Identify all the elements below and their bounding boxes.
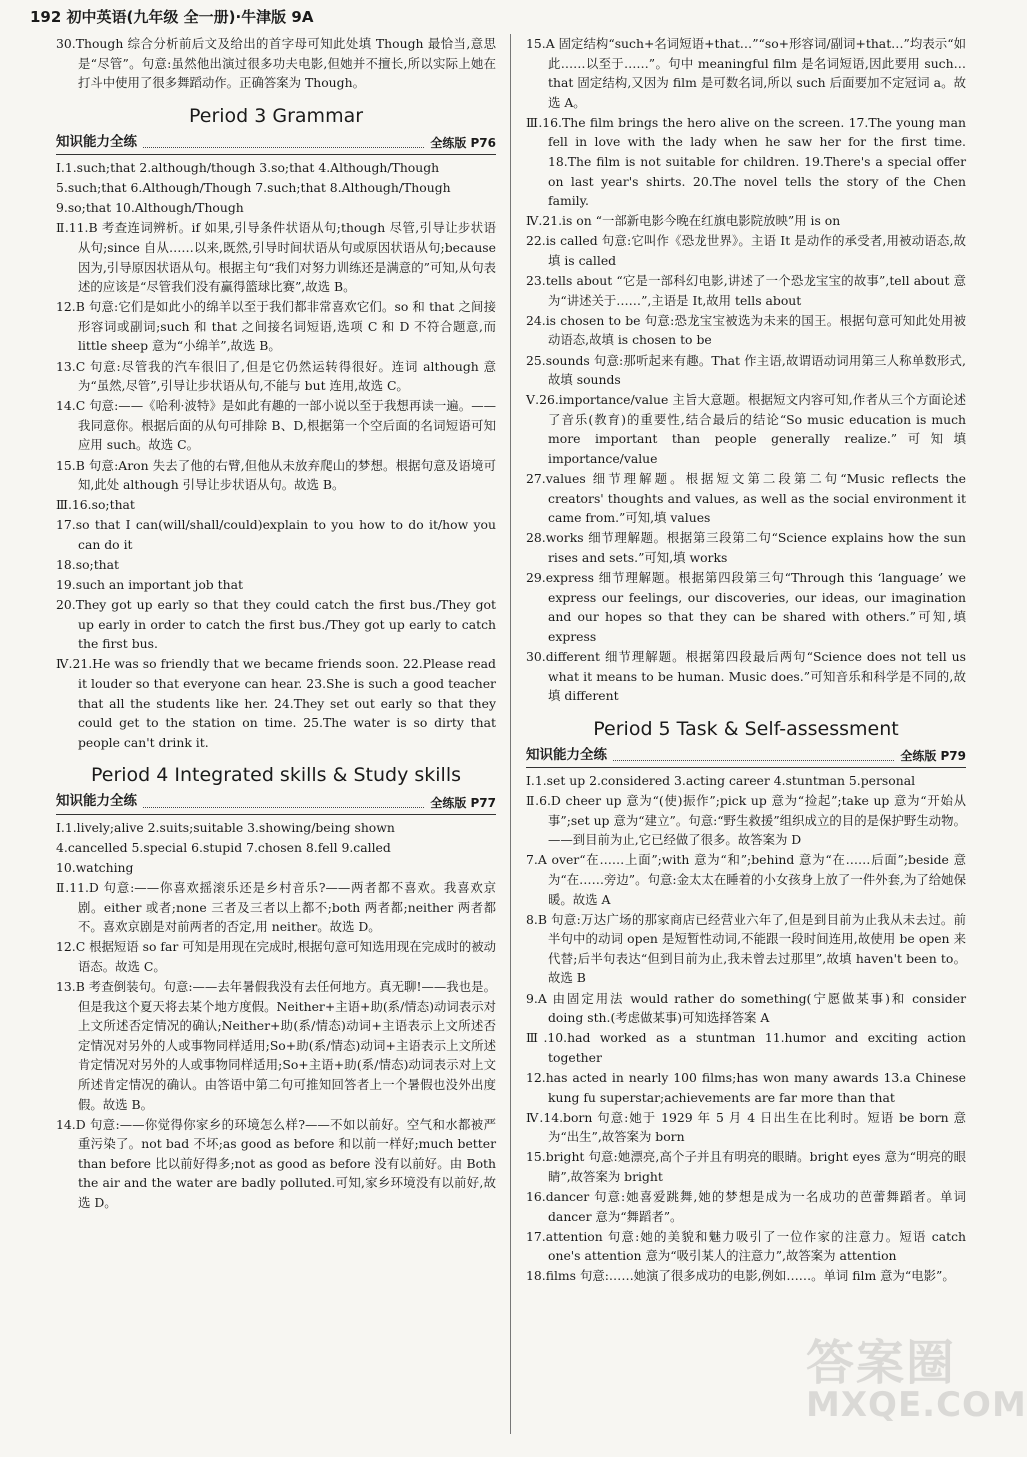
answer-paragraph: Ⅱ.11.B 考查连词辨析。if 如果,引导条件状语从句;though 尽管,引导让步状语从句;since 自从……以来,既然,引导时间状语从句或原因状语从句;because 因为,引导原因状语从句。根据主句“我们对努力训练还是满意的”可知,从句表述的应该是“尽管我们没有赢得篮球比赛”,故选 B。 xyxy=(56,220,496,295)
dotted-leader xyxy=(613,760,894,761)
answer-paragraph: 15.B 句意:Aron 失去了他的右臂,但他从未放弃爬山的梦想。根据句意及语境可知,此处 although 引导让步状语从句。故选 B。 xyxy=(56,457,496,493)
section-title: 知识能力全练 xyxy=(56,133,137,150)
answer-paragraph: 13.C 句意:尽管我的汽车很旧了,但是它仍然运转得很好。连词 although 意为“虽然,尽管”,引导让步状语从句,不能与 but 连用,故选 C。 xyxy=(56,358,496,394)
answer-paragraph: 12.B 句意:它们是如此小的绵羊以至于我们都非常喜欢它们。so 和 that 之间接形容词或副词;such 和 that 之间接名词短语,选项 C 和 D 不符合题意,而 little sheep 意为“小绵羊”,故选 B。 xyxy=(56,299,496,354)
period-heading: Period 3 Grammar xyxy=(188,104,364,127)
answer-paragraph: 13.B 考查倒装句。句意:——去年暑假我没有去任何地方。真无聊!——我也是。但是我这个夏天将去某个地方度假。Neither+主语+助(系/情态)动词表示对上文所述否定情况的确认;Neither+助(系/情态)动词+主语表示上文所述否定情况对另外的人或事物同样适用;So+助(系/情态)动词+主语表示上文所述肯定情况对另外的人或事物同样适用;So+主语+助(系/情态)动词表示对上文所述肯定情况的确认。由答语中第二句可推知回答者上一个暑假也没外出度假。故选 B。 xyxy=(56,979,496,1112)
answer-paragraph: 15.A 固定结构“such+名词短语+that…”“so+形容词/副词+that…”均表示“如此……以至于……”。句中 meaningful film 是名词短语,因此要用 such…that 固定结构,又因为 film 是可数名词,所以 such 后面要加不定冠词 a。故选 A。 xyxy=(526,36,966,110)
answer-paragraph: 25.sounds 句意:那听起来有趣。That 作主语,故谓语动词用第三人称单数形式,故填 sounds xyxy=(526,352,966,388)
answer-paragraph: 12.C 根据短语 so far 可知是用现在完成时,根据句意可知选用现在完成时的被动语态。故选 C。 xyxy=(56,939,496,974)
section-page-ref: 全练版 P76 xyxy=(430,136,496,151)
answer-paragraph: 9.so;that 10.Although/Though xyxy=(56,200,244,216)
answer-paragraph: 14.D 句意:——你觉得你家乡的环境怎么样?——不如以前好。空气和水都被严重污染了。not bad 不坏;as good as before 和以前一样好;much better than before 比以前好得多;not as good as before 没有以前好。由 Both the air and the water are badly polluted.可知,家乡环境没有以前好,故选 D。 xyxy=(56,1116,496,1211)
right-column xyxy=(526,34,966,1374)
answer-paragraph: 12.has acted in nearly 100 films;has won many awards 13.a Chinese kung fu superstar;achievements are far more than that xyxy=(526,1069,966,1105)
section-page-ref: 全练版 P77 xyxy=(430,795,496,810)
watermark-logo xyxy=(806,1335,1027,1447)
answer-paragraph: 27.values 细节理解题。根据短文第二段第二句“Music reflects the creators' thoughts and values, as well as the social environment it came from.”可知,填 values xyxy=(526,471,966,526)
period-heading: Period 5 Task & Self-assessment xyxy=(593,717,899,740)
period-heading: Period 4 Integrated skills & Study skills xyxy=(90,764,462,787)
answer-paragraph: 20.They got up early so that they could catch the first bus./They got up early in order to catch the first bus./They got up early to catch the first bus. xyxy=(56,597,496,652)
answer-paragraph: Ⅳ.14.born 句意:她于 1929 年 5 月 4 日出生在比利时。短语 be born 意为“出生”,故答案为 born xyxy=(526,1109,966,1145)
dotted-leader xyxy=(143,147,424,148)
answer-paragraph: Ⅰ.1.lively;alive 2.suits;suitable 3.showing/being shown xyxy=(56,819,395,835)
section-heading xyxy=(56,791,496,814)
section-heading xyxy=(526,745,966,768)
answer-paragraph: 10.watching xyxy=(56,859,134,875)
answer-paragraph: Ⅱ.11.D 句意:——你喜欢摇滚乐还是乡村音乐?——两者都不喜欢。我喜欢京剧。either 或者;none 三者及三者以上都不;both 两者都;neither 两者都不。喜欢京剧是对前两者的否定,用 neither。故选 D。 xyxy=(56,880,496,935)
answer-paragraph: 15.bright 句意:她漂亮,高个子并且有明亮的眼睛。bright eyes 意为“明亮的眼睛”,故答案为 bright xyxy=(526,1149,966,1184)
answer-paragraph: 17.so that I can(will/shall/could)explain to you how to do it/how you can do it xyxy=(56,517,496,552)
answer-paragraph: Ⅲ.16.The film brings the hero alive on the screen. 17.The young man fell in love with the lady when he saw her for the first time. 18.The film is not suitable for children. 19.There's a special offer on last year's shirts. 20.The novel tells the story of the Chen family. xyxy=(526,114,966,209)
left-column xyxy=(56,34,496,1434)
watermark-bottom: MXQE.COM xyxy=(806,1385,1027,1425)
answer-paragraph: 5.such;that 6.Although/Though 7.such;that 8.Although/Though xyxy=(56,180,451,196)
answer-paragraph: Ⅳ.21.He was so friendly that we became friends soon. 22.Please read it louder so that everyone can hear. 23.She is such a good teacher that all the students like her. 24.They set out early so that they could get to the station on time. 25.The water is so dirty that people can't drink it. xyxy=(56,656,496,750)
answer-paragraph: Ⅰ.1.such;that 2.although/though 3.so;that 4.Although/Though xyxy=(56,160,440,176)
answer-paragraph: 22.is called 句意:它叫作《恐龙世界》。主语 It 是动作的承受者,用被动语态,故填 is called xyxy=(526,233,966,269)
answer-paragraph: 18.films 句意:……她演了很多成功的电影,例如……。单词 film 意为“电影”。 xyxy=(526,1268,955,1284)
answer-paragraph: 28.works 细节理解题。根据第三段第二句“Science explains how the sun rises and sets.”可知,填 works xyxy=(526,530,966,565)
answer-paragraph: 30.Though 综合分析前后文及给出的首字母可知此处填 Though 最恰当,意思是“尽管”。句意:虽然他出演过很多功夫电影,但她并不擅长,所以实际上她在打斗中使用了很多舞蹈动作。正确答案为 Though。 xyxy=(56,36,496,91)
answer-paragraph: Ⅲ.10.had worked as a stuntman 11.humor and exciting action together xyxy=(526,1030,966,1065)
section-title: 知识能力全练 xyxy=(526,746,607,763)
watermark-top: 答案圈 xyxy=(806,1335,957,1391)
answer-paragraph: 16.dancer 句意:她喜爱跳舞,她的梦想是成为一名成功的芭蕾舞蹈者。单词 dancer 意为“舞蹈者”。 xyxy=(526,1189,966,1224)
answer-paragraph: Ⅳ.21.is on “一部新电影今晚在红旗电影院放映”用 is on xyxy=(526,213,841,229)
answer-paragraph: 4.cancelled 5.special 6.stupid 7.chosen 8.fell 9.called xyxy=(56,839,391,855)
page-header: 192 初中英语(九年级 全一册)·牛津版 9A xyxy=(30,8,314,26)
answer-paragraph: 30.different 细节理解题。根据第四段最后两句“Science does not tell us what it means to be human. Music does.”可知音乐和科学是不同的,故填 different xyxy=(526,648,966,704)
answer-paragraph: 17.attention 句意:她的美貌和魅力吸引了一位作家的注意力。短语 catch one's attention 意为“吸引某人的注意力”,故答案为 attention xyxy=(526,1228,966,1264)
dotted-leader xyxy=(143,807,424,808)
answer-paragraph: 14.C 句意:——《哈利·波特》是如此有趣的一部小说以至于我想再读一遍。——我同意你。根据后面的从句可排除 B、D,根据第一个空后面的名词短语可知应用 such。故选 C。 xyxy=(56,398,496,453)
answer-paragraph: 9.A 由固定用法 would rather do something(宁愿做某事)和 consider doing sth.(考虑做某事)可知选择答案 A xyxy=(526,990,966,1026)
answer-paragraph: Ⅴ.26.importance/value 主旨大意题。根据短文内容可知,作者从三个方面论述了音乐(教育)的重要性,结合最后的结论“So music education is much more important than people generally realize.”可知填 importance/value xyxy=(526,392,966,466)
answer-paragraph: Ⅲ.16.so;that xyxy=(56,497,135,513)
answer-paragraph: 23.tells about “它是一部科幻电影,讲述了一个恐龙宝宝的故事”,tell about 意为“讲述关于……”,主语是 It,故用 tells about xyxy=(526,273,966,308)
answer-paragraph: 8.B 句意:万达广场的那家商店已经营业六年了,但是到目前为止我从未去过。前半句中的动词 open 是短暂性动词,不能跟一段时间连用,故使用 be open 来代替;后半句表达“但到目前为止,我未曾去过那里”,故填 haven't been to。故选 B xyxy=(526,911,966,986)
answer-paragraph: Ⅱ.6.D cheer up 意为“(使)振作”;pick up 意为“捡起”;take up 意为“开始从事”;set up 意为“建立”。句意:“野生救援”组织成立的目的是保护野生动物。——到目前为止,它已经做了很多。故答案为 D xyxy=(526,793,966,848)
answer-paragraph: 19.such an important job that xyxy=(56,577,243,593)
column-divider xyxy=(510,34,511,1434)
section-heading xyxy=(56,132,496,155)
section-page-ref: 全练版 P79 xyxy=(900,749,966,764)
answer-paragraph: 18.so;that xyxy=(56,557,120,572)
section-title: 知识能力全练 xyxy=(56,793,137,810)
answer-paragraph: 24.is chosen to be 句意:恐龙宝宝被选为未来的国王。根据句意可知此处用被动语态,故填 is chosen to be xyxy=(526,312,966,348)
answer-paragraph: 7.A over“在……上面”;with 意为“和”;behind 意为“在……后面”;beside 意为“在……旁边”。句意:金太太在睡着的小女孩身上放了一件外套,为了给她保暖。故选 A xyxy=(526,852,966,907)
answer-paragraph: Ⅰ.1.set up 2.considered 3.acting career 4.stuntman 5.personal xyxy=(526,773,916,789)
answer-paragraph: 29.express 细节理解题。根据第四段第三句“Through this ‘language’ we express our feelings, our discoveries, our ideas, our imagination and our hopes so that they can be shared with others.”可知,填 express xyxy=(526,570,966,644)
